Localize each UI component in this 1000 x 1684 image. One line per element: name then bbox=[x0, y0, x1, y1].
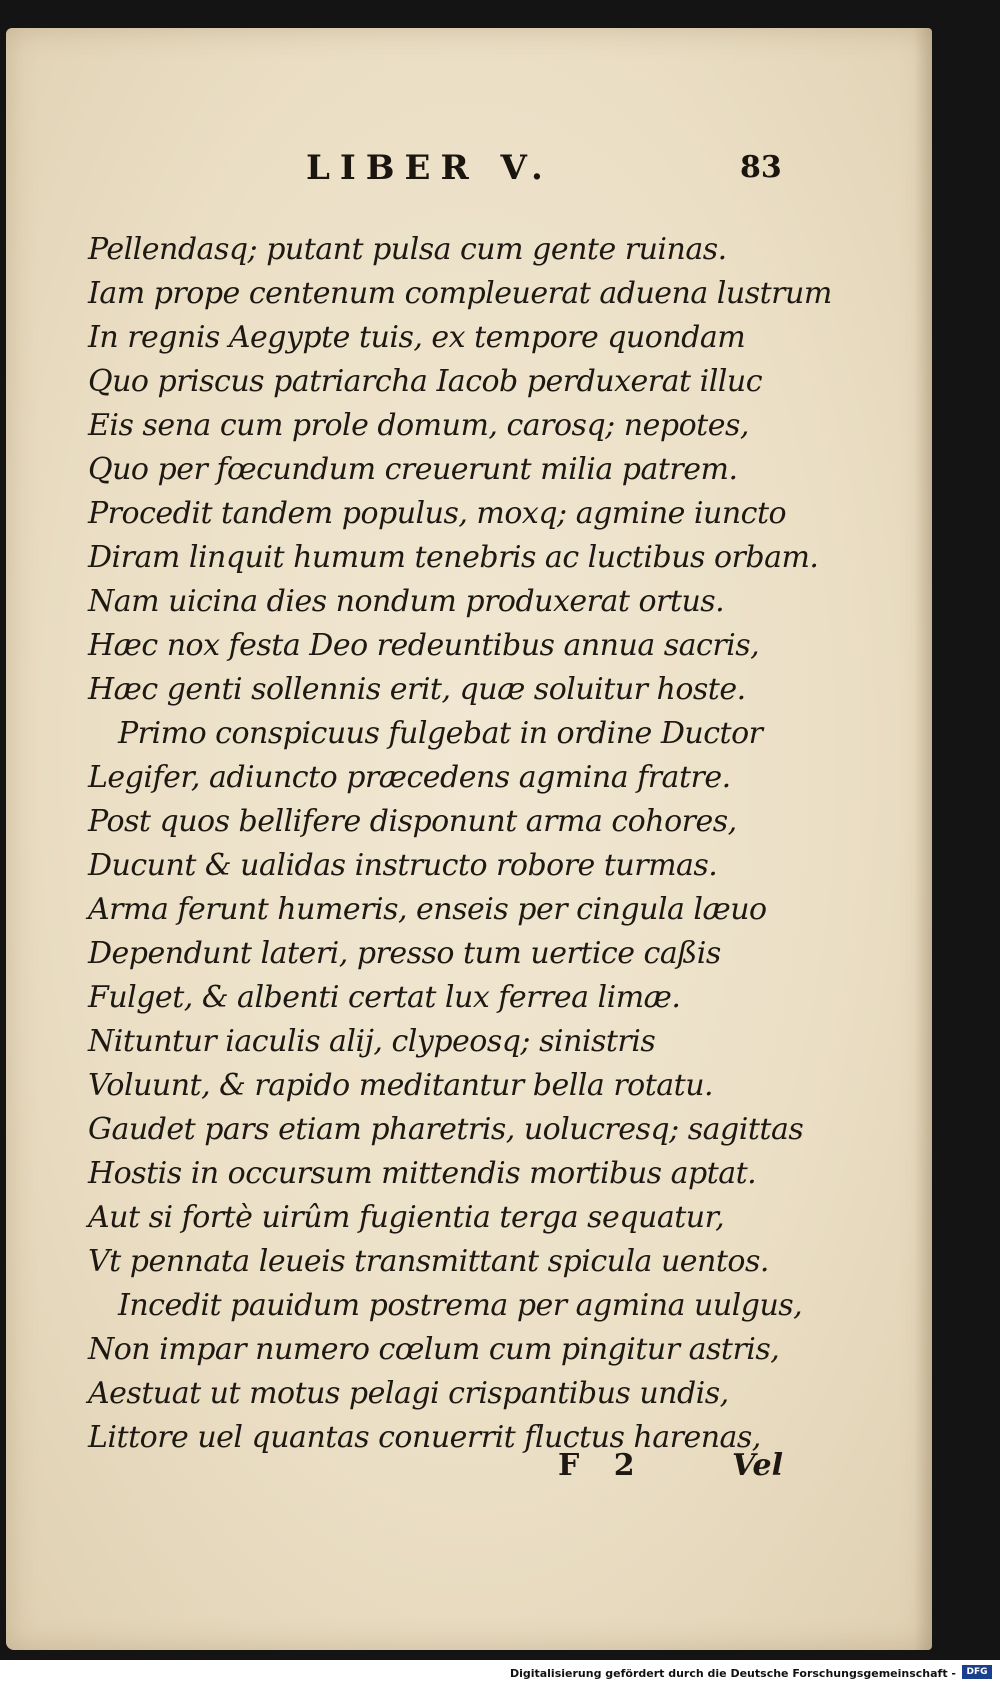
page-number: 83 bbox=[740, 150, 782, 185]
running-head: LIBER V. bbox=[306, 148, 553, 188]
verse-line: Fulget, & albenti certat lux ferrea limæ. bbox=[88, 980, 681, 1015]
verse-line: Dependunt lateri, presso tum uertice caßis bbox=[88, 936, 721, 971]
verse-line: In regnis Aegypte tuis, ex tempore quondam bbox=[88, 320, 746, 355]
signature-mark: F 2 bbox=[558, 1448, 647, 1483]
verse-line: Pellendasq; putant pulsa cum gente ruinas. bbox=[88, 232, 727, 267]
verse-text bbox=[88, 228, 832, 1460]
verse-line: Ducunt & ualidas instructo robore turmas. bbox=[88, 848, 718, 883]
catchword: Vel bbox=[732, 1448, 784, 1483]
verse-line: Legifer, adiuncto præcedens agmina fratre. bbox=[88, 760, 731, 795]
verse-line: Diram linquit humum tenebris ac luctibus orbam. bbox=[88, 540, 819, 575]
verse-line: Voluunt, & rapido meditantur bella rotatu. bbox=[88, 1068, 714, 1103]
funding-credit: Digitalisierung gefördert durch die Deutsche Forschungsgemeinschaft - bbox=[509, 1667, 956, 1680]
verse-line: Aut si fortè uirûm fugientia terga sequatur, bbox=[88, 1200, 725, 1235]
verse-line: Arma ferunt humeris, enseis per cingula læuo bbox=[88, 892, 767, 927]
verse-line: Vt pennata leueis transmittant spicula uentos. bbox=[88, 1244, 769, 1279]
verse-line: Quo priscus patriarcha Iacob perduxerat illuc bbox=[88, 364, 763, 399]
verse-line: Hostis in occursum mittendis mortibus aptat. bbox=[88, 1156, 757, 1191]
verse-line: Non impar numero cœlum cum pingitur astris, bbox=[88, 1332, 780, 1367]
verse-line: Eis sena cum prole domum, carosq; nepotes, bbox=[88, 408, 749, 443]
verse-line: Post quos bellifere disponunt arma cohores, bbox=[88, 804, 737, 839]
verse-line: Nam uicina dies nondum produxerat ortus. bbox=[88, 584, 725, 619]
verse-line: Quo per fœcundum creuerunt milia patrem. bbox=[88, 452, 738, 487]
verse-line: Aestuat ut motus pelagi crispantibus undis, bbox=[88, 1376, 729, 1411]
verse-line: Incedit pauidum postrema per agmina uulgus, bbox=[118, 1288, 803, 1323]
verse-line: Gaudet pars etiam pharetris, uolucresq; sagittas bbox=[88, 1112, 804, 1147]
verse-line: Iam prope centenum compleuerat aduena lustrum bbox=[88, 276, 832, 311]
verse-line: Primo conspicuus fulgebat in ordine Ductor bbox=[118, 716, 763, 751]
page-edge-shadow bbox=[914, 28, 932, 1650]
footer-bar bbox=[0, 1660, 1000, 1684]
verse-line: Hæc nox festa Deo redeuntibus annua sacris, bbox=[88, 628, 760, 663]
verse-line: Nituntur iaculis alij, clypeosq; sinistris bbox=[88, 1024, 656, 1059]
dfg-logo: DFG bbox=[962, 1665, 992, 1679]
verse-line: Littore uel quantas conuerrit fluctus harenas, bbox=[88, 1420, 761, 1455]
verse-line: Hæc genti sollennis erit, quæ soluitur hoste. bbox=[88, 672, 746, 707]
book-page bbox=[6, 28, 932, 1650]
verse-line: Procedit tandem populus, moxq; agmine iuncto bbox=[88, 496, 787, 531]
